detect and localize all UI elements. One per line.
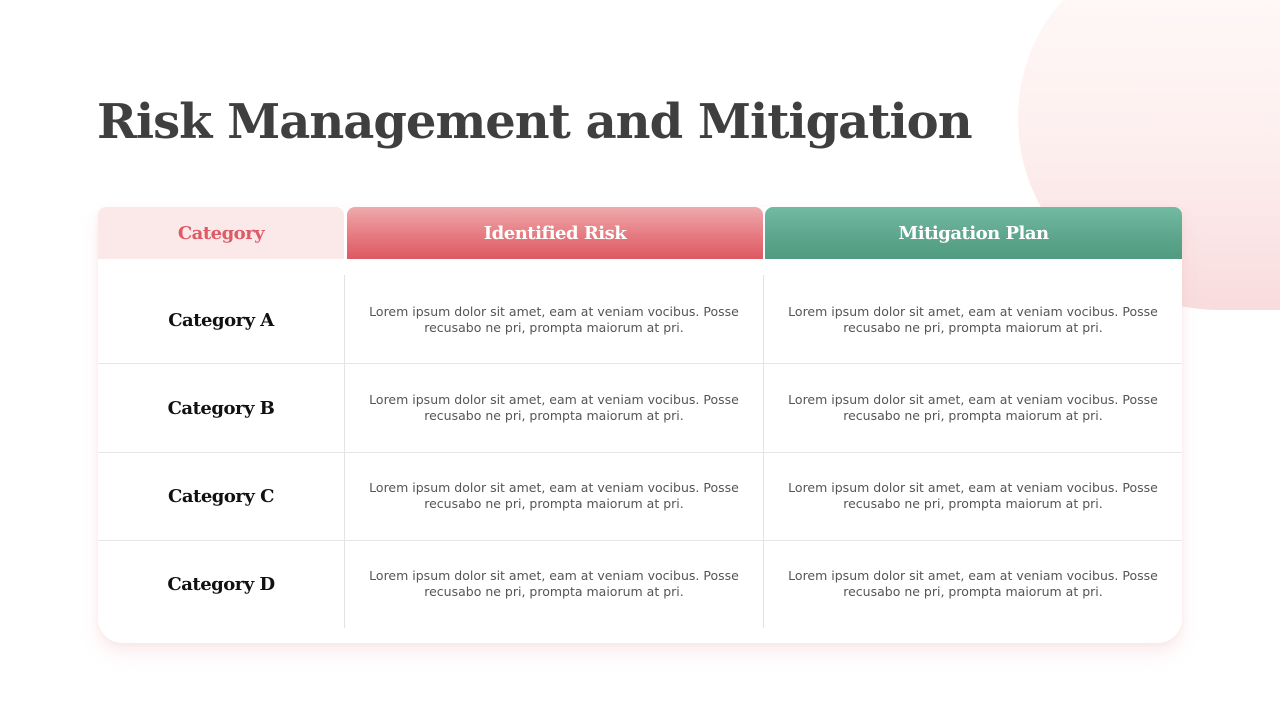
row-mitigation-plan: Lorem ipsum dolor sit amet, eam at veniam vocibus. Posse recusabo ne pri, prompta maiorum at pri. xyxy=(788,568,1158,599)
row-identified-risk: Lorem ipsum dolor sit amet, eam at veniam vocibus. Posse recusabo ne pri, prompta maiorum at pri. xyxy=(369,480,739,511)
row-mitigation-plan: Lorem ipsum dolor sit amet, eam at veniam vocibus. Posse recusabo ne pri, prompta maiorum at pri. xyxy=(788,480,1158,511)
row-mitigation-plan: Lorem ipsum dolor sit amet, eam at veniam vocibus. Posse recusabo ne pri, prompta maiorum at pri. xyxy=(788,392,1158,423)
row-identified-risk: Lorem ipsum dolor sit amet, eam at veniam vocibus. Posse recusabo ne pri, prompta maiorum at pri. xyxy=(369,568,739,599)
header-identified-risk: Identified Risk xyxy=(347,207,763,259)
row-identified-risk: Lorem ipsum dolor sit amet, eam at veniam vocibus. Posse recusabo ne pri, prompta maiorum at pri. xyxy=(369,304,739,335)
row-category: Category C xyxy=(168,485,274,507)
risk-table xyxy=(98,207,1182,643)
row-category: Category D xyxy=(167,573,275,595)
table-row xyxy=(98,364,1182,452)
table-row xyxy=(98,452,1182,540)
row-identified-risk: Lorem ipsum dolor sit amet, eam at veniam vocibus. Posse recusabo ne pri, prompta maiorum at pri. xyxy=(369,392,739,423)
page-title: Risk Management and Mitigation xyxy=(97,94,972,150)
table-row xyxy=(98,276,1182,364)
header-mitigation-plan: Mitigation Plan xyxy=(765,207,1182,259)
row-mitigation-plan: Lorem ipsum dolor sit amet, eam at veniam vocibus. Posse recusabo ne pri, prompta maiorum at pri. xyxy=(788,304,1158,335)
row-category: Category A xyxy=(168,309,274,331)
header-category: Category xyxy=(98,207,344,259)
table-row xyxy=(98,540,1182,628)
row-category: Category B xyxy=(167,397,275,419)
